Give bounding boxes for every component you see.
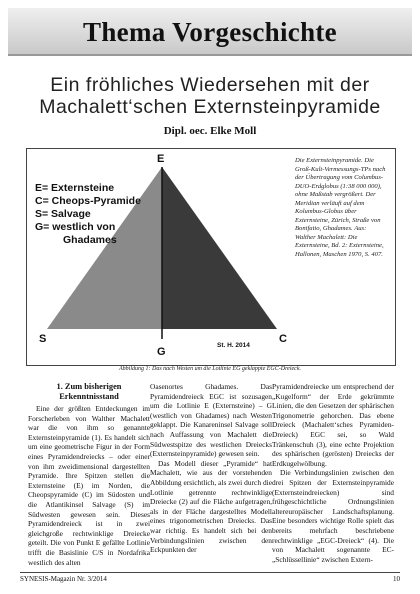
legend-line-1: E= Externsteine: [35, 182, 115, 194]
vertex-label-s: S: [39, 333, 47, 345]
paragraph: Die Verbindungslinien zwischen den drei Spitzen der Externsteinpyramide (Externsteindreiecken) sind frühgeschichtliche Ordnungslinien altereuropäischer Landschaftsplanung. Eine besonders wichtige Rolle spielt das bereits mehrfach beschriebene rechtwinklige „EGC-Dreieck“ (4). Die von Machalett sogenannte EC-„Schlüssellinie“ zwischen Extern-: [272, 468, 394, 564]
text-column-1: [28, 382, 150, 567]
section-heading: 1. Zum bisherigen Erkenntnisstand: [56, 382, 122, 401]
paragraph: Oasenortes Ghadames. Das Pyramidendreieck EGC ist sozusagen um die Lotlinie E (Externsteine) – G (westlich von Ghadames) nach Westen geklappt. Die Kanareninsel Salvage soll nach Auffassung von Machalett die Südwestspitze des westlichen Dreiecks (Externsteinpyramide) gewesen sein.: [150, 382, 272, 459]
page-number: 10: [393, 575, 400, 583]
vertex-label-g: G: [157, 346, 166, 358]
paragraph: Pyramidendreiecke um entsprechend der „Kugelform“ der Erde gekrümmte Linien, die den Gesetzen der sphärischen Trigonometrie gehorchen. Das ebene Dreieck (Machalett‘sches Pyramiden-Dreieck) EGC sei, so Wald Tränkenschuh (3), eine echte Projektion des sphärischen (gerösten) Dreiecks der Erdkugelwölbung.: [272, 382, 394, 468]
figure-caption: Abbildung 1: Das nach Westen um die Lotlinie EG geklappte EGC-Dreieck.: [118, 366, 302, 372]
figure-credit: St. H. 2014: [217, 342, 250, 349]
legend-line-3: S= Salvage: [35, 208, 91, 220]
page-footer: [20, 572, 400, 587]
section-banner: [8, 8, 412, 56]
paragraph: Das Modell dieser „Pyramide“ hat Machalett, wie aus der vorstehenden Abbildung ersichtlich, als zwei durch die Lotlinie getrennte rechtwinklige Dreiecke (2) auf die Fläche aufgetragen, als in der Fläche dargestelltes Modell eines trigonometrischen Dreiecks. Das war richtig. Es handelt sich bei den Verbindungslinien zwischen den Eckpunkten der: [150, 458, 272, 555]
figure-side-caption: Die Externsteinpyramide. Die Groß-Kult-Vermessungs-TPs nach der Übertragung vom Columbus-DUO-Erdglobus (1:38 000 000), ohne Maßstab vergrößert. Der Meridian verläuft auf dem Kolumbus-Globus über Externsteine, Zürich, Straße von Bonifatio, Ghadames. Aus: Walther Machalett: Die Externsteine, Bd. 2: Externsteine, Hallonen, Maschen 1970, S. 407.: [295, 157, 386, 258]
paragraph: Eine der größten Entdeckungen im Forscherleben von Walther Machalett war die von ihm so genannte Externsteinpyramide (1). Es handelt sich um eine geometrische Figur in der Form eines Pyramidendreiecks – oder einer von ihm zweidimensional dargestellten Pyramide. Ihre Spitzen stellen die Externsteine (E) im Norden, die Cheopspyramide (C) im Südosten und die Atlantikinsel Salvage (S) im Südwesten gewesen sein. Dieses Pyramidendreieck ist in zwei gleichgroße rechtwinklige Dreiecke geteilt. Die von Punkt E gefällte Lotlinie trifft die Basislinie C/S in Nordafrika westlich des alten: [28, 404, 150, 567]
author-name: Dipl. oec. Elke Moll: [163, 125, 257, 137]
banner-title: Thema Vorgeschichte: [83, 17, 337, 47]
magazine-issue: SYNESIS-Magazin Nr. 3/2014: [20, 575, 107, 583]
vertex-label-c: C: [279, 333, 287, 345]
legend-line-2: C= Cheops-Pyramide: [35, 195, 141, 207]
legend-line-4: G= westlich von: [35, 221, 116, 233]
text-column-2: [150, 382, 272, 555]
east-triangle: [162, 167, 277, 329]
legend-line-5: Ghadames: [63, 234, 117, 246]
vertex-label-e: E: [157, 153, 165, 165]
article-title-line-1: Ein fröhliches Wiedersehen mit der: [50, 74, 370, 96]
article-title-line-2: Machalett‘schen Externsteinpyramide: [39, 96, 381, 118]
text-column-3: [272, 382, 394, 564]
